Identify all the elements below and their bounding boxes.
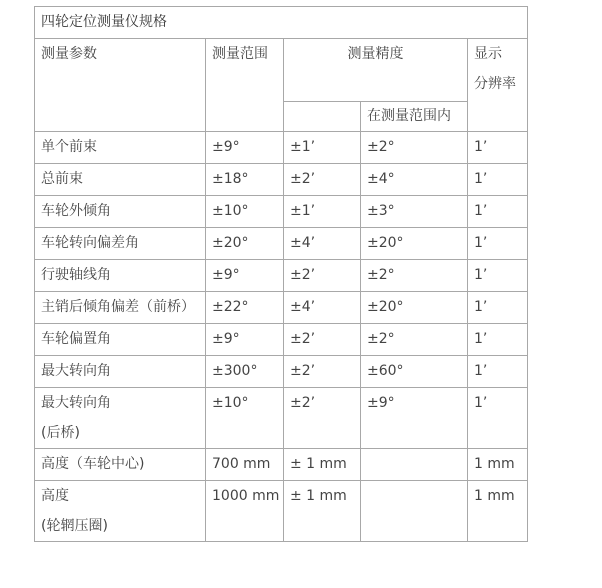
cell-resolution: 1’ <box>468 292 528 324</box>
cell-resolution: 1’ <box>468 388 528 449</box>
header-resolution-line1: 显示 <box>474 46 502 62</box>
table-row <box>35 388 528 449</box>
cell-range: ±9° <box>206 260 284 292</box>
cell-range: ±10° <box>206 388 284 449</box>
cell-accuracy-in-range: ±20° <box>361 292 468 324</box>
table-row <box>35 449 528 481</box>
header-param: 测量参数 <box>35 39 206 132</box>
table-row <box>35 260 528 292</box>
cell-range: ±10° <box>206 196 284 228</box>
cell-accuracy: ±2’ <box>284 324 361 356</box>
cell-accuracy: ±2’ <box>284 164 361 196</box>
cell-accuracy: ±4’ <box>284 228 361 260</box>
cell-accuracy: ±2’ <box>284 388 361 449</box>
cell-resolution: 1’ <box>468 260 528 292</box>
cell-range: ±9° <box>206 132 284 164</box>
cell-resolution: 1 mm <box>468 449 528 481</box>
table-row <box>35 481 528 542</box>
table-row <box>35 324 528 356</box>
cell-accuracy-in-range: ±4° <box>361 164 468 196</box>
cell-range: ±9° <box>206 324 284 356</box>
cell-param <box>35 481 206 542</box>
table-row <box>35 356 528 388</box>
cell-param: 主销后倾角偏差（前桥） <box>35 292 206 324</box>
cell-accuracy: ±2’ <box>284 260 361 292</box>
cell-accuracy: ±1’ <box>284 132 361 164</box>
header-resolution <box>468 39 528 132</box>
title-row <box>35 7 528 39</box>
cell-accuracy-in-range: ±2° <box>361 260 468 292</box>
cell-param: 车轮偏置角 <box>35 324 206 356</box>
table-row <box>35 292 528 324</box>
cell-resolution: 1’ <box>468 324 528 356</box>
cell-param-line2: (后桥) <box>41 425 80 441</box>
spec-table <box>34 6 528 542</box>
cell-accuracy-in-range: ±9° <box>361 388 468 449</box>
cell-range: 700 mm <box>206 449 284 481</box>
table-row <box>35 228 528 260</box>
cell-param: 行驶轴线角 <box>35 260 206 292</box>
cell-param: 最大转向角 <box>35 356 206 388</box>
cell-resolution: 1’ <box>468 228 528 260</box>
cell-accuracy: ±4’ <box>284 292 361 324</box>
cell-range: ±22° <box>206 292 284 324</box>
header-accuracy: 测量精度 <box>284 39 468 102</box>
cell-accuracy-in-range <box>361 481 468 542</box>
cell-range: ±20° <box>206 228 284 260</box>
cell-accuracy-in-range: ±60° <box>361 356 468 388</box>
cell-accuracy-in-range: ±2° <box>361 132 468 164</box>
cell-accuracy-in-range <box>361 449 468 481</box>
cell-param: 车轮外倾角 <box>35 196 206 228</box>
cell-param: 高度（车轮中心) <box>35 449 206 481</box>
cell-param <box>35 388 206 449</box>
cell-accuracy: ± 1 mm <box>284 481 361 542</box>
cell-param-line1: 高度 <box>41 488 69 504</box>
cell-resolution: 1’ <box>468 356 528 388</box>
header-resolution-line2: 分辨率 <box>474 76 516 92</box>
cell-range: ±300° <box>206 356 284 388</box>
cell-param: 总前束 <box>35 164 206 196</box>
cell-resolution: 1’ <box>468 196 528 228</box>
cell-accuracy: ±2’ <box>284 356 361 388</box>
header-accuracy-empty <box>284 102 361 132</box>
cell-accuracy-in-range: ±20° <box>361 228 468 260</box>
cell-accuracy: ±1’ <box>284 196 361 228</box>
cell-resolution: 1 mm <box>468 481 528 542</box>
cell-resolution: 1’ <box>468 164 528 196</box>
header-range: 测量范围 <box>206 39 284 132</box>
table-row <box>35 132 528 164</box>
table-title: 四轮定位测量仪规格 <box>35 7 528 39</box>
cell-range: ±18° <box>206 164 284 196</box>
cell-param: 单个前束 <box>35 132 206 164</box>
cell-accuracy-in-range: ±3° <box>361 196 468 228</box>
cell-param: 车轮转向偏差角 <box>35 228 206 260</box>
cell-accuracy-in-range: ±2° <box>361 324 468 356</box>
cell-accuracy: ± 1 mm <box>284 449 361 481</box>
header-accuracy-sub: 在测量范围内 <box>361 102 468 132</box>
table-row <box>35 164 528 196</box>
cell-param-line1: 最大转向角 <box>41 395 111 411</box>
cell-param-line2: (轮辋压圈) <box>41 518 108 534</box>
cell-range: 1000 mm <box>206 481 284 542</box>
table-row <box>35 196 528 228</box>
cell-resolution: 1’ <box>468 132 528 164</box>
header-row <box>35 39 528 102</box>
